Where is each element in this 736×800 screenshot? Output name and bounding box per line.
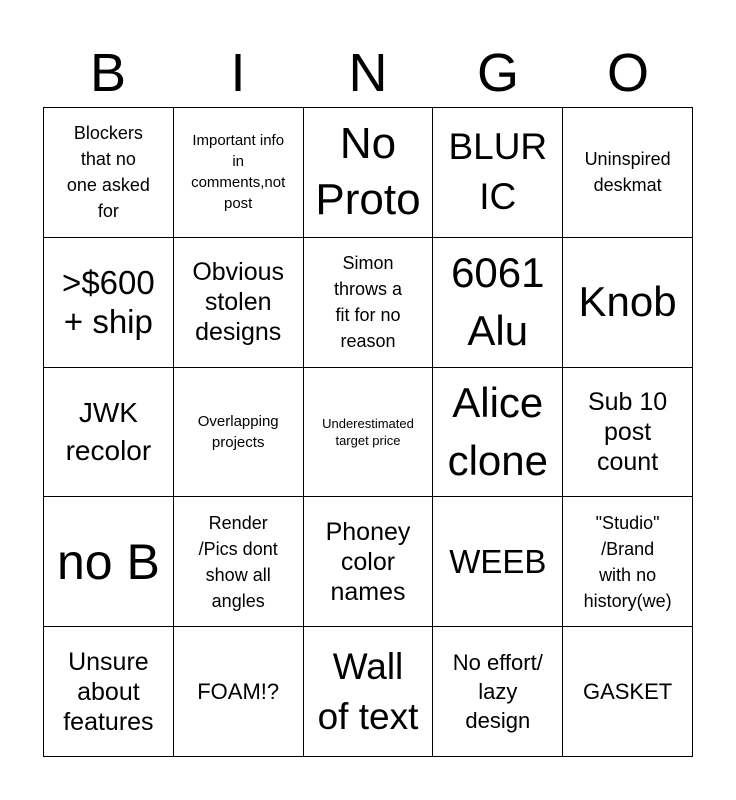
bingo-cell-r1c3[interactable] bbox=[304, 108, 434, 238]
cell-text: Simon throws a fit for no reason bbox=[333, 253, 402, 352]
cell-text: no B bbox=[56, 533, 160, 590]
cell-text: "Studio" /Brand with no history(we) bbox=[583, 512, 672, 611]
bingo-cell-r5c2[interactable] bbox=[174, 627, 304, 757]
header-letter-n: N bbox=[348, 43, 388, 103]
bingo-cell-r3c4[interactable] bbox=[433, 368, 563, 498]
bingo-cell-r5c1[interactable] bbox=[44, 627, 174, 757]
cell-text: Render /Pics dont show all angles bbox=[198, 512, 278, 611]
cell-text: Blockers that no one asked for bbox=[66, 123, 150, 222]
cell-text: Alice clone bbox=[447, 378, 548, 484]
bingo-cell-r2c3[interactable] bbox=[304, 238, 434, 368]
bingo-cell-r2c2[interactable] bbox=[174, 238, 304, 368]
cell-text: Uninspired deskmat bbox=[584, 149, 671, 196]
bingo-cell-r3c2[interactable] bbox=[174, 368, 304, 498]
bingo-cell-r1c5[interactable] bbox=[563, 108, 693, 238]
cell-text: BLUR IC bbox=[448, 126, 548, 218]
cell-text: FOAM!? bbox=[197, 679, 280, 705]
bingo-cell-r2c4[interactable] bbox=[433, 238, 563, 368]
cell-text: Overlapping projects bbox=[197, 412, 279, 451]
cell-text: Sub 10 post count bbox=[587, 387, 668, 476]
cell-text: Obvious stolen designs bbox=[192, 258, 285, 347]
cell-text: Important info in comments,not post bbox=[191, 132, 286, 213]
bingo-header bbox=[43, 40, 693, 106]
bingo-cell-r5c3[interactable] bbox=[304, 627, 434, 757]
cell-text: JWK recolor bbox=[65, 396, 152, 466]
bingo-cell-r5c4[interactable] bbox=[433, 627, 563, 757]
bingo-board bbox=[43, 107, 693, 757]
bingo-cell-r1c4[interactable] bbox=[433, 108, 563, 238]
bingo-cell-r5c5[interactable] bbox=[563, 627, 693, 757]
bingo-cell-r3c5[interactable] bbox=[563, 368, 693, 498]
header-letter-o: O bbox=[606, 43, 649, 103]
cell-text: Underestimated target price bbox=[322, 415, 414, 448]
cell-text: GASKET bbox=[582, 679, 673, 705]
cell-text: 6061 Alu bbox=[451, 249, 545, 355]
bingo-cell-r4c2[interactable] bbox=[174, 497, 304, 627]
bingo-cell-r4c5[interactable] bbox=[563, 497, 693, 627]
bingo-cell-r3c1[interactable] bbox=[44, 368, 174, 498]
bingo-cell-r2c5[interactable] bbox=[563, 238, 693, 368]
bingo-cell-r1c2[interactable] bbox=[174, 108, 304, 238]
header-letter-g: G bbox=[476, 43, 519, 103]
cell-text: No effort/ lazy design bbox=[452, 650, 543, 734]
bingo-cell-r4c4[interactable] bbox=[433, 497, 563, 627]
cell-text: WEEB bbox=[449, 543, 547, 581]
cell-text: No Proto bbox=[315, 119, 421, 225]
bingo-cell-r4c1[interactable] bbox=[44, 497, 174, 627]
cell-text: Knob bbox=[578, 278, 677, 326]
bingo-cell-r2c1[interactable] bbox=[44, 238, 174, 368]
header-letter-b: B bbox=[89, 43, 127, 103]
bingo-cell-r1c1[interactable] bbox=[44, 108, 174, 238]
header-letter-i: I bbox=[230, 43, 246, 103]
cell-text: Unsure about features bbox=[63, 647, 154, 736]
bingo-cell-r4c3[interactable] bbox=[304, 497, 434, 627]
cell-text: Wall of text bbox=[317, 645, 419, 737]
bingo-cell-r3c3[interactable] bbox=[304, 368, 434, 498]
cell-text: Phoney color names bbox=[325, 517, 411, 606]
cell-text: >$600 + ship bbox=[62, 264, 155, 341]
